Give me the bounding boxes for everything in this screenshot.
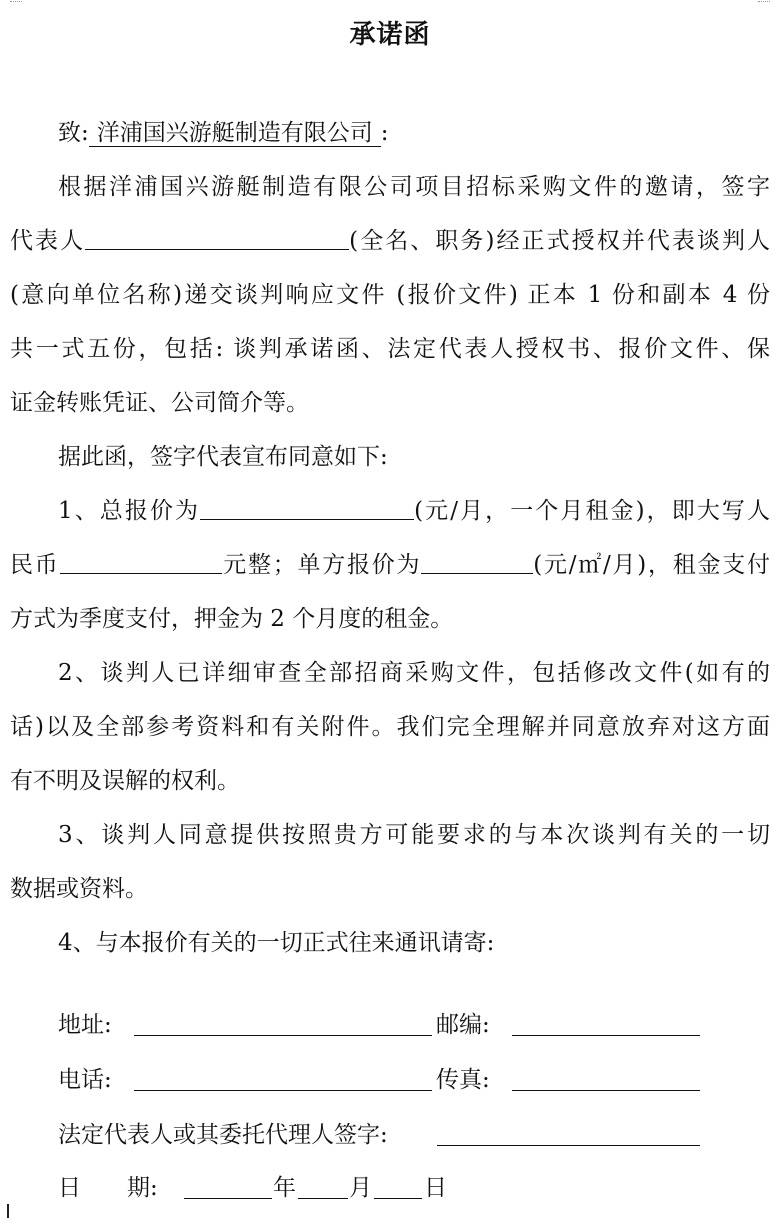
fax-blank (512, 1090, 700, 1091)
signature-blank (437, 1145, 700, 1146)
total-price-note: (元/月，一个月租金)，即大写人 (414, 498, 770, 524)
year-label: 年 (273, 1175, 296, 1201)
month-label: 月 (349, 1175, 372, 1201)
phone-blank (134, 1090, 432, 1091)
document-title: 承诺函 (349, 20, 431, 50)
addressee-company: 洋浦国兴游艇制造有限公司 (89, 120, 381, 147)
rmb-label: 民币 (10, 552, 60, 578)
representative-blank (85, 225, 349, 250)
unit-price-note: (元/㎡/月)，租金支付 (533, 552, 771, 578)
item2-line3: 有不明及误解的权利。 (10, 768, 240, 794)
item3-line2: 数据或资料。 (10, 876, 148, 902)
address-label: 地址: (58, 1012, 112, 1038)
para2: 据此函，签字代表宣布同意如下: (58, 444, 388, 470)
para1-line3: (意向单位名称)递交谈判响应文件 (报价文件) 正本 1 份和副本 4 份 (10, 282, 770, 308)
item1-line3: 方式为季度支付，押金为 2 个月度的租金。 (10, 606, 454, 632)
day-label: 日 (424, 1175, 447, 1201)
month-blank (298, 1198, 348, 1199)
unit-price-label: 元整；单方报价为 (221, 552, 422, 578)
total-price-label: 1、总报价为 (58, 498, 201, 524)
addressee-prefix: 致: (58, 120, 89, 146)
address-blank (134, 1035, 432, 1036)
addressee-line (58, 117, 770, 149)
item3-line1: 3、谈判人同意提供按照贵方可能要求的与本次谈判有关的一切 (58, 822, 770, 848)
text-cursor (7, 1204, 9, 1218)
para1-line5: 证金转账凭证、公司简介等。 (10, 390, 309, 416)
date-label: 日 期: (58, 1175, 158, 1201)
addressee-suffix: : (380, 120, 389, 146)
fax-label: 传真: (436, 1067, 490, 1093)
para1-line1: 根据洋浦国兴游艇制造有限公司项目招标采购文件的邀请，签字 (58, 174, 770, 200)
unit-price-blank (421, 549, 533, 574)
para1-line2 (10, 225, 770, 257)
item1-line2 (10, 549, 770, 581)
representative-note: (全名、职务)经正式授权并代表谈判人 (349, 228, 771, 254)
page-corner-mark-right (758, 1, 770, 3)
representative-label: 代表人 (10, 228, 86, 254)
postcode-blank (512, 1035, 700, 1036)
postcode-label: 邮编: (436, 1012, 490, 1038)
phone-label: 电话: (58, 1067, 112, 1093)
item2-line1: 2、谈判人已详细审查全部招商采购文件，包括修改文件(如有的 (58, 660, 770, 686)
para1-line4: 共一式五份，包括: 谈判承诺函、法定代表人授权书、报价文件、保 (10, 336, 770, 362)
item4: 4、与本报价有关的一切正式往来通讯请寄: (58, 930, 495, 956)
item1-line1 (58, 495, 770, 527)
item2-line2: 话)以及全部参考资料和有关附件。我们完全理解并同意放弃对这方面 (10, 714, 770, 740)
total-price-blank (200, 495, 414, 520)
page-corner-mark-left (10, 1, 22, 3)
amount-in-words-blank (60, 549, 222, 574)
day-blank (374, 1198, 422, 1199)
year-blank (184, 1198, 272, 1199)
signature-label: 法定代表人或其委托代理人签字: (58, 1122, 388, 1148)
